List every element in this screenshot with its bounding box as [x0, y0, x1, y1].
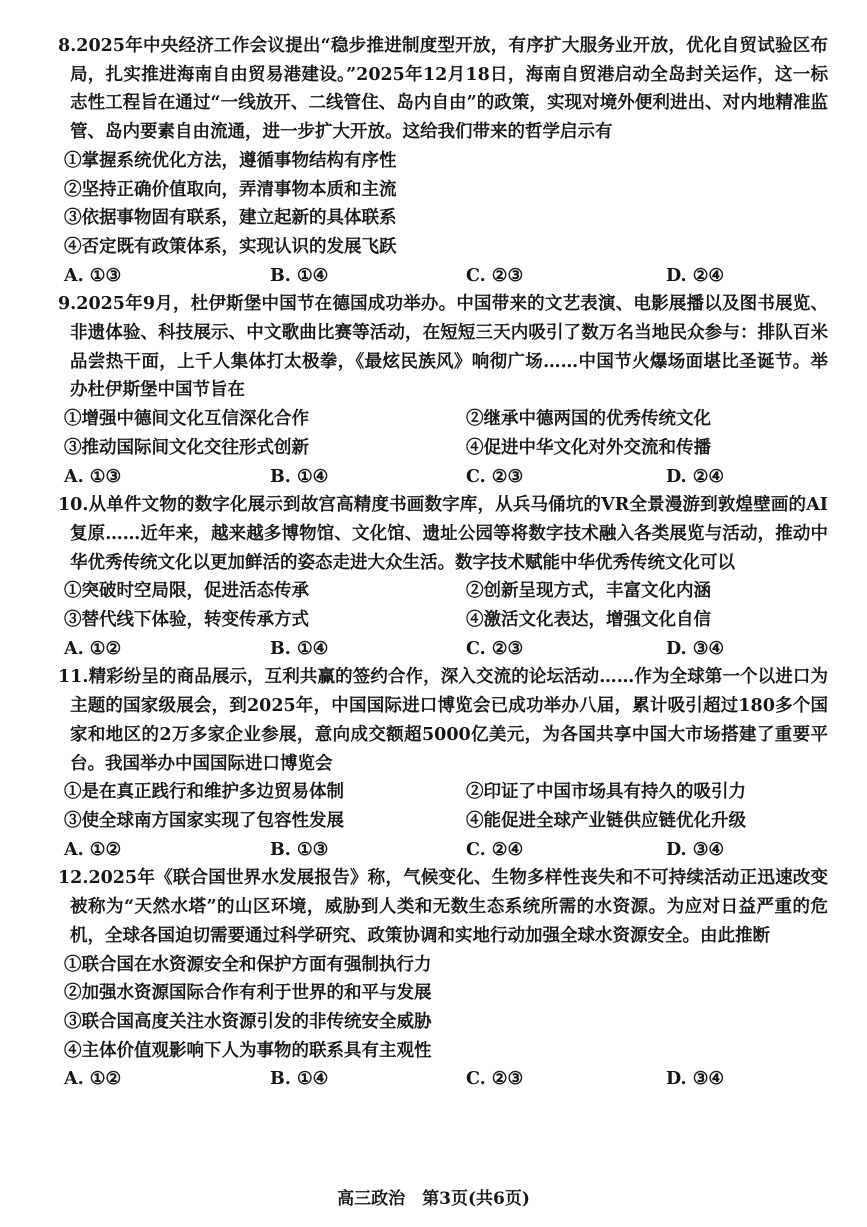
- option-2: ②加强水资源国际合作有利于世界的和平与发展: [64, 983, 432, 1004]
- choice-b: B. ①④: [270, 466, 329, 487]
- choice-a: A. ①③: [64, 466, 122, 487]
- answer-choices: [58, 635, 828, 664]
- question-number: 9.: [58, 294, 77, 315]
- option-1: ①是在真正践行和维护多边贸易体制: [64, 782, 344, 803]
- question-9: [58, 290, 828, 491]
- choice-b: B. ①④: [270, 1069, 329, 1090]
- option-grid: [58, 405, 828, 462]
- option-grid: [58, 778, 828, 835]
- choice-d: D. ③④: [666, 839, 725, 860]
- choice-c: C. ②③: [466, 638, 524, 659]
- option-4: ④否定既有政策体系，实现认识的发展飞跃: [64, 236, 397, 257]
- choice-a: A. ①②: [64, 638, 122, 659]
- option-1: ①增强中德间文化互信深化合作: [64, 409, 309, 430]
- page-footer: 高三政治 第3页(共6页): [337, 1189, 530, 1209]
- question-text: 精彩纷呈的商品展示，互利共赢的签约合作，深入交流的论坛活动……作为全球第一个以进口为主题的国家级展会，到2025年，中国国际进口博览会已成功举办八届，累计吸引超过180多个国家和地区的2万多家企业参展，意向成交额超5000亿美元，为各国共享中国大市场搭建了重要平台。我国举办中国国际进口博览会: [70, 667, 828, 774]
- exam-page: [58, 32, 828, 1094]
- answer-choices: [58, 836, 828, 865]
- option-4: ④促进中华文化对外交流和传播: [466, 437, 711, 458]
- choice-a: A. ①③: [64, 265, 122, 286]
- option-3: ③使全球南方国家实现了包容性发展: [64, 810, 344, 831]
- choice-c: C. ②③: [466, 466, 524, 487]
- question-10: [58, 491, 828, 663]
- question-number: 10.: [58, 495, 89, 516]
- option-4: ④能促进全球产业链供应链优化升级: [466, 810, 746, 831]
- option-3: ③替代线下体验，转变传承方式: [64, 610, 309, 631]
- question-12: [58, 864, 828, 1094]
- question-8: [58, 32, 828, 290]
- option-4: ④激活文化表达，增强文化自信: [466, 610, 711, 631]
- question-text: 2025年中央经济工作会议提出“稳步推进制度型开放，有序扩大服务业开放，优化自贸试验区布局，扎实推进海南自由贸易港建设。”2025年12月18日，海南自贸港启动全岛封关运作，这一标志性工程旨在通过“一线放开、二线管住、岛内自由”的政策，实现对境外便利进出、对内地精准监管、岛内要素自由流通，进一步扩大开放。这给我们带来的哲学启示有: [70, 36, 828, 143]
- option-1: ①联合国在水资源安全和保护方面有强制执行力: [64, 954, 432, 975]
- question-text: 2025年9月，杜伊斯堡中国节在德国成功举办。中国带来的文艺表演、电影展播以及图书展览、非遗体验、科技展示、中文歌曲比赛等活动，在短短三天内吸引了数万名当地民众参与：排队百米品尝热干面，上千人集体打太极拳，《最炫民族风》响彻广场……中国节火爆场面堪比圣诞节。举办杜伊斯堡中国节旨在: [70, 294, 828, 401]
- option-2: ②继承中德两国的优秀传统文化: [466, 409, 711, 430]
- question-stem: [58, 32, 828, 147]
- option-3: ③依据事物固有联系，建立起新的具体联系: [64, 208, 397, 229]
- choice-c: C. ②④: [466, 839, 524, 860]
- choice-d: D. ③④: [666, 1069, 725, 1090]
- option-4: ④主体价值观影响下人为事物的联系具有主观性: [64, 1040, 432, 1061]
- option-2: ②印证了中国市场具有持久的吸引力: [466, 782, 746, 803]
- question-number: 12.: [58, 868, 89, 889]
- option-1: ①掌握系统优化方法，遵循事物结构有序性: [64, 150, 397, 171]
- question-stem: [58, 864, 828, 950]
- question-number: 8.: [58, 36, 77, 56]
- choice-c: C. ②③: [466, 265, 524, 286]
- answer-choices: [58, 262, 828, 291]
- option-2: ②创新呈现方式，丰富文化内涵: [466, 581, 711, 602]
- option-grid: [58, 577, 828, 634]
- answer-choices: [58, 1065, 828, 1094]
- answer-choices: [58, 463, 828, 492]
- choice-a: A. ①②: [64, 1069, 122, 1090]
- question-text: 从单件文物的数字化展示到故宫高精度书画数字库，从兵马俑坑的VR全景漫游到敦煌壁画的AI复原……近年来，越来越多博物馆、文化馆、遗址公园等将数字技术融入各类展览与活动，推动中华优秀传统文化以更加鲜活的姿态走进大众生活。数字技术赋能中华优秀传统文化可以: [70, 495, 828, 573]
- option-3: ③推动国际间文化交往形式创新: [64, 437, 309, 458]
- choice-c: C. ②③: [466, 1069, 524, 1090]
- choice-d: D. ③④: [666, 638, 725, 659]
- question-number: 11.: [58, 667, 89, 688]
- question-11: [58, 663, 828, 864]
- question-stem: [58, 290, 828, 405]
- choice-b: B. ①④: [270, 638, 329, 659]
- choice-d: D. ②④: [666, 466, 725, 487]
- choice-a: A. ①②: [64, 839, 122, 860]
- question-text: 2025年《联合国世界水发展报告》称，气候变化、生物多样性丧失和不可持续活动正迅速改变被称为“天然水塔”的山区环境，威胁到人类和无数生态系统所需的水资源。为应对日益严重的危机，全球各国迫切需要通过科学研究、政策协调和实地行动加强全球水资源安全。由此推断: [70, 868, 828, 946]
- option-3: ③联合国高度关注水资源引发的非传统安全威胁: [64, 1011, 432, 1032]
- choice-b: B. ①④: [270, 265, 329, 286]
- choice-d: D. ②④: [666, 265, 725, 286]
- option-1: ①突破时空局限，促进活态传承: [64, 581, 309, 602]
- option-2: ②坚持正确价值取向，弄清事物本质和主流: [64, 179, 397, 200]
- question-stem: [58, 491, 828, 577]
- choice-b: B. ①③: [270, 839, 329, 860]
- question-stem: [58, 663, 828, 778]
